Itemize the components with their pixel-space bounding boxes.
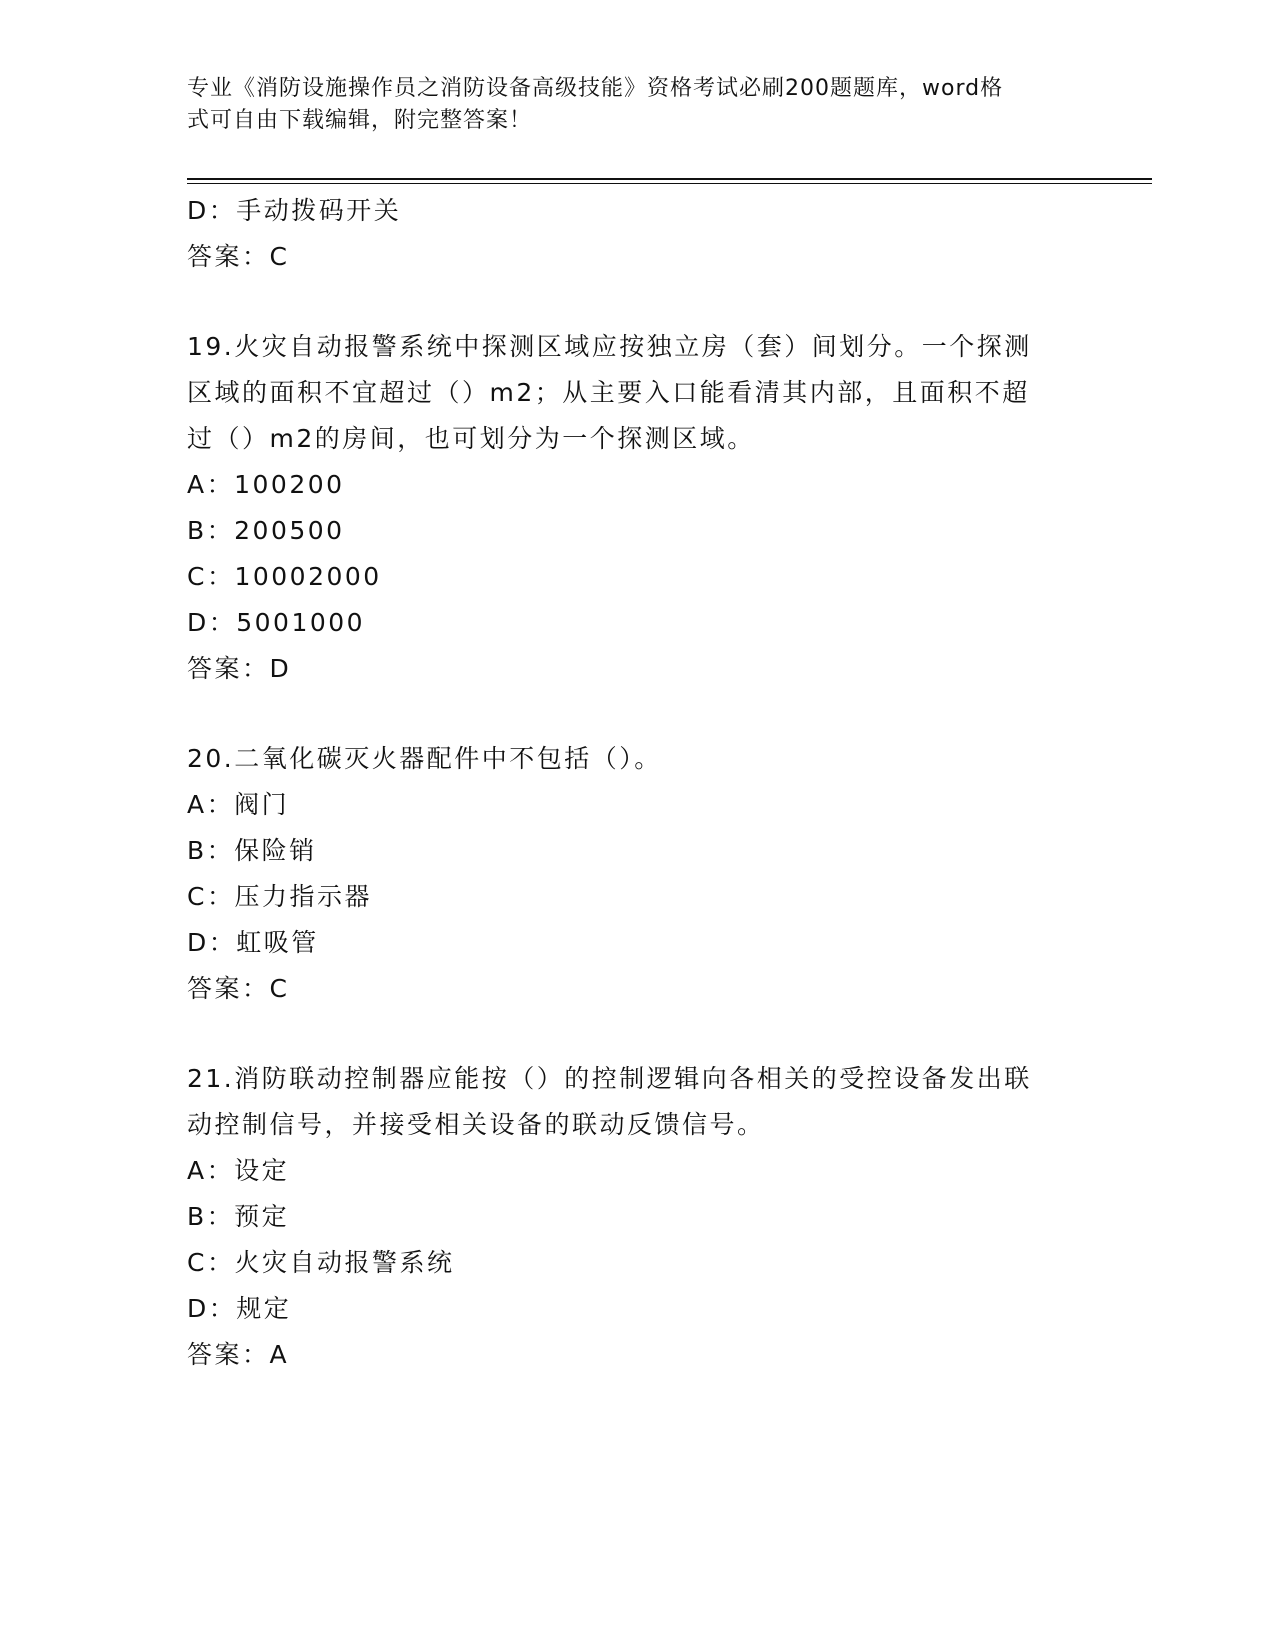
option-a: A：设定 [187, 1156, 290, 1185]
question-stem-line: 动控制信号，并接受相关设备的联动反馈信号。 [187, 1110, 765, 1139]
option-d: D：手动拨码开关 [187, 196, 402, 225]
option-b: B：保险销 [187, 836, 317, 865]
option-c: C：10002000 [187, 562, 382, 591]
answer-line: 答案：C [187, 242, 290, 271]
previous-question-tail [187, 188, 1087, 280]
option-c: C：压力指示器 [187, 882, 372, 911]
option-d: D：5001000 [187, 608, 366, 637]
question-21 [187, 1056, 1087, 1378]
document-header [187, 73, 1087, 137]
option-d: D：规定 [187, 1294, 292, 1323]
question-stem-line: 19.火灾自动报警系统中探测区域应按独立房（套）间划分。一个探测 [187, 332, 1032, 361]
header-divider-thin [187, 183, 1152, 184]
option-c: C：火灾自动报警系统 [187, 1248, 455, 1277]
question-stem-line: 过（）m2的房间，也可划分为一个探测区域。 [187, 424, 755, 453]
question-19 [187, 324, 1087, 692]
question-stem-line: 21.消防联动控制器应能按（）的控制逻辑向各相关的受控设备发出联 [187, 1064, 1032, 1093]
answer-line: 答案：A [187, 1340, 290, 1369]
answer-line: 答案：C [187, 974, 290, 1003]
question-stem-line: 20.二氧化碳灭火器配件中不包括（）。 [187, 744, 662, 773]
header-divider-thick [187, 178, 1152, 180]
option-b: B：200500 [187, 516, 345, 545]
option-d: D：虹吸管 [187, 928, 319, 957]
header-line-1: 专业《消防设施操作员之消防设备高级技能》资格考试必刷200题题库，word格 [187, 76, 1004, 101]
question-content [187, 188, 1087, 1378]
question-20 [187, 736, 1087, 1012]
header-line-2: 式可自由下载编辑，附完整答案！ [187, 108, 533, 133]
question-stem-line: 区域的面积不宜超过（）m2；从主要入口能看清其内部，且面积不超 [187, 378, 1030, 407]
option-a: A：100200 [187, 470, 345, 499]
option-a: A：阀门 [187, 790, 290, 819]
answer-line: 答案：D [187, 654, 292, 683]
option-b: B：预定 [187, 1202, 290, 1231]
